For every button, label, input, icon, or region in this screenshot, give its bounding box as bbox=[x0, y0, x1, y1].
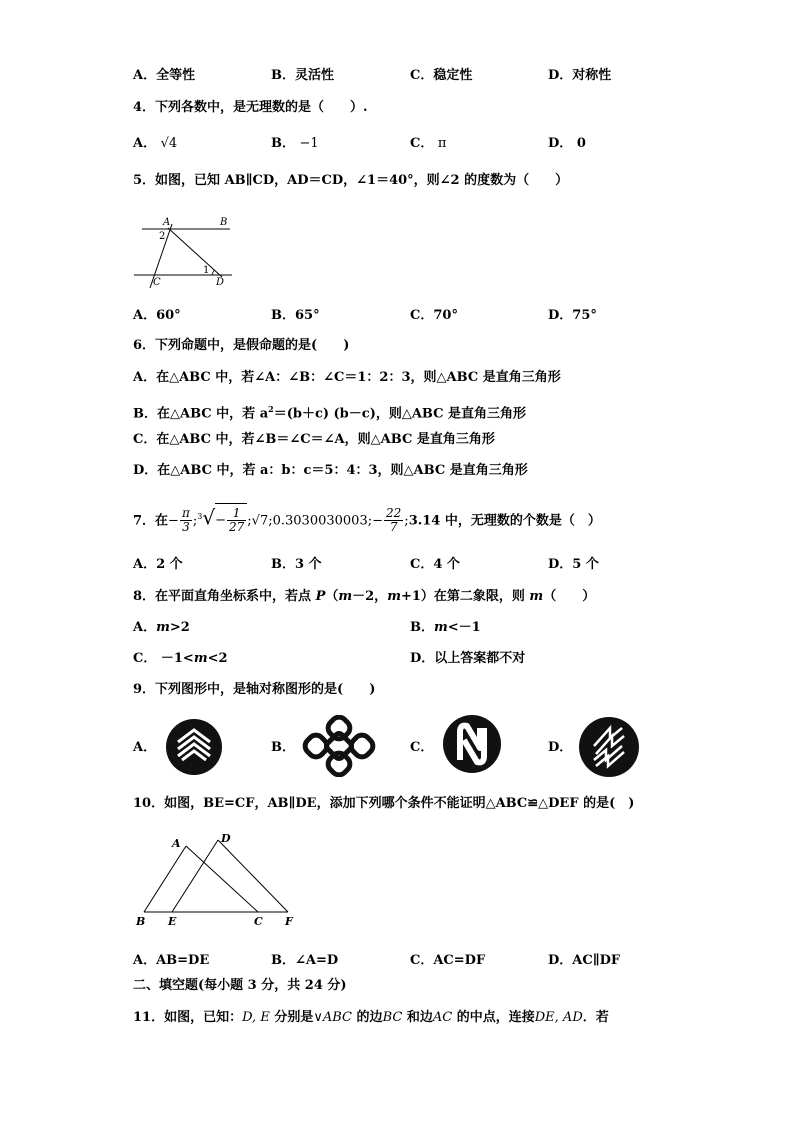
section-heading: 二、填空题(每小题 3 分，共 24 分) bbox=[133, 978, 347, 993]
q5-option-a: A．60° bbox=[133, 308, 181, 323]
q4-option-c: C． π bbox=[410, 136, 447, 151]
q3-option-a: A．全等性 bbox=[133, 68, 196, 83]
q10-line-ed bbox=[172, 840, 218, 912]
q10-label-f: F bbox=[285, 915, 293, 928]
q9-label-c: C． bbox=[410, 740, 434, 755]
logo-a-icon bbox=[165, 718, 223, 776]
q4-option-b: B． −1 bbox=[271, 136, 319, 151]
q7-option-a: A．2 个 bbox=[133, 557, 183, 572]
q5-label-c: C bbox=[153, 277, 161, 288]
q5-figure bbox=[130, 210, 240, 290]
logo-d-icon bbox=[578, 716, 640, 778]
q5-stem: 5．如图，已知 AB∥CD，AD＝CD，∠1＝40°，则∠2 的度数为（ ） bbox=[133, 173, 569, 188]
q5-label-b: B bbox=[220, 217, 228, 228]
q10-label-d: D bbox=[221, 832, 231, 845]
q6-option-c: C．在△ABC 中，若∠B＝∠C＝∠A，则△ABC 是直角三角形 bbox=[133, 432, 495, 447]
q8-option-a: A．m>2 bbox=[133, 620, 190, 635]
q10-figure bbox=[130, 830, 300, 930]
q5-line-ad bbox=[168, 228, 222, 277]
q6-option-a: A．在△ABC 中，若∠A：∠B：∠C＝1：2：3，则△ABC 是直角三角形 bbox=[133, 370, 561, 385]
q9-label-d: D． bbox=[548, 740, 573, 755]
q4-option-a: A． √4 bbox=[133, 136, 178, 151]
q10-option-b: B．∠A=D bbox=[271, 953, 339, 968]
q10-line-ac bbox=[186, 846, 258, 912]
logo-b-icon bbox=[302, 715, 376, 777]
q6-stem: 6．下列命题中，是假命题的是( ) bbox=[133, 338, 350, 353]
q10-label-b: B bbox=[136, 915, 146, 928]
q10-stem: 10．如图，BE=CF，AB∥DE，添加下列哪个条件不能证明△ABC≌△DEF 的是( ) bbox=[133, 796, 635, 811]
q7-option-c: C．4 个 bbox=[410, 557, 460, 572]
q5-option-d: D．75° bbox=[548, 308, 597, 323]
q3-option-c: C．稳定性 bbox=[410, 68, 473, 83]
q10-option-c: C．AC=DF bbox=[410, 953, 486, 968]
q5-label-2: 2 bbox=[159, 231, 166, 242]
q10-option-d: D．AC∥DF bbox=[548, 953, 621, 968]
q10-option-a: A．AB=DE bbox=[133, 953, 210, 968]
q5-option-c: C．70° bbox=[410, 308, 458, 323]
q4-stem: 4．下列各数中，是无理数的是（ ）. bbox=[133, 100, 368, 115]
q5-angle-1-arc bbox=[212, 270, 215, 275]
q3-option-b: B．灵活性 bbox=[271, 68, 334, 83]
q7-option-b: B．3 个 bbox=[271, 557, 322, 572]
q3-option-d: D．对称性 bbox=[548, 68, 612, 83]
q10-line-df bbox=[218, 840, 288, 912]
q10-label-a: A bbox=[172, 837, 181, 850]
q9-label-b: B． bbox=[271, 740, 295, 755]
q8-option-d: D．以上答案都不对 bbox=[410, 651, 526, 666]
q5-label-d: D bbox=[216, 277, 225, 288]
q5-label-1: 1 bbox=[203, 265, 210, 276]
q5-label-a: A bbox=[163, 217, 171, 228]
q8-stem: 8．在平面直角坐标系中，若点 P（m－2，m+1）在第二象限，则 m（ ） bbox=[133, 589, 596, 604]
q11-stem: 11．如图，已知：D, E 分别是∨ABC 的边BC 和边AC 的中点，连接DE, AD．若 bbox=[133, 1010, 609, 1025]
q7-frac-pi-3: $\frac{\pi}{3}$ bbox=[181, 506, 190, 535]
q9-stem: 9．下列图形中，是轴对称图形的是( ) bbox=[133, 682, 376, 697]
q8-option-b: B．m<－1 bbox=[410, 620, 481, 635]
q4-option-d: D． 0 bbox=[548, 136, 586, 151]
q7-option-d: D．5 个 bbox=[548, 557, 599, 572]
q7-stem: 7．在− $\frac{\pi}{3}$ ;$^3$√− $\frac{1}{27}$ ;√7;0.3030030003;− $\frac{22}{7}$ ;3.14 中，无理数的个数是（ ） bbox=[133, 500, 601, 538]
q7-frac-22-7: $\frac{22}{7}$ bbox=[386, 506, 402, 535]
q9-label-a: A． bbox=[133, 740, 157, 755]
q5-option-b: B．65° bbox=[271, 308, 320, 323]
q10-label-e: E bbox=[168, 915, 177, 928]
logo-c-icon bbox=[442, 714, 502, 774]
q10-line-ba bbox=[144, 846, 186, 912]
q8-option-c: C． －1<m<2 bbox=[133, 651, 228, 666]
q10-label-c: C bbox=[254, 915, 263, 928]
q6-option-d: D．在△ABC 中，若 a：b：c＝5：4：3，则△ABC 是直角三角形 bbox=[133, 463, 528, 478]
q7-frac-1-27: $\frac{1}{27}$ bbox=[228, 506, 245, 535]
q6-option-b: B．在△ABC 中，若 $a^2=(b+c)$ (b－c)，则△ABC 是直角三角形 bbox=[133, 404, 527, 422]
